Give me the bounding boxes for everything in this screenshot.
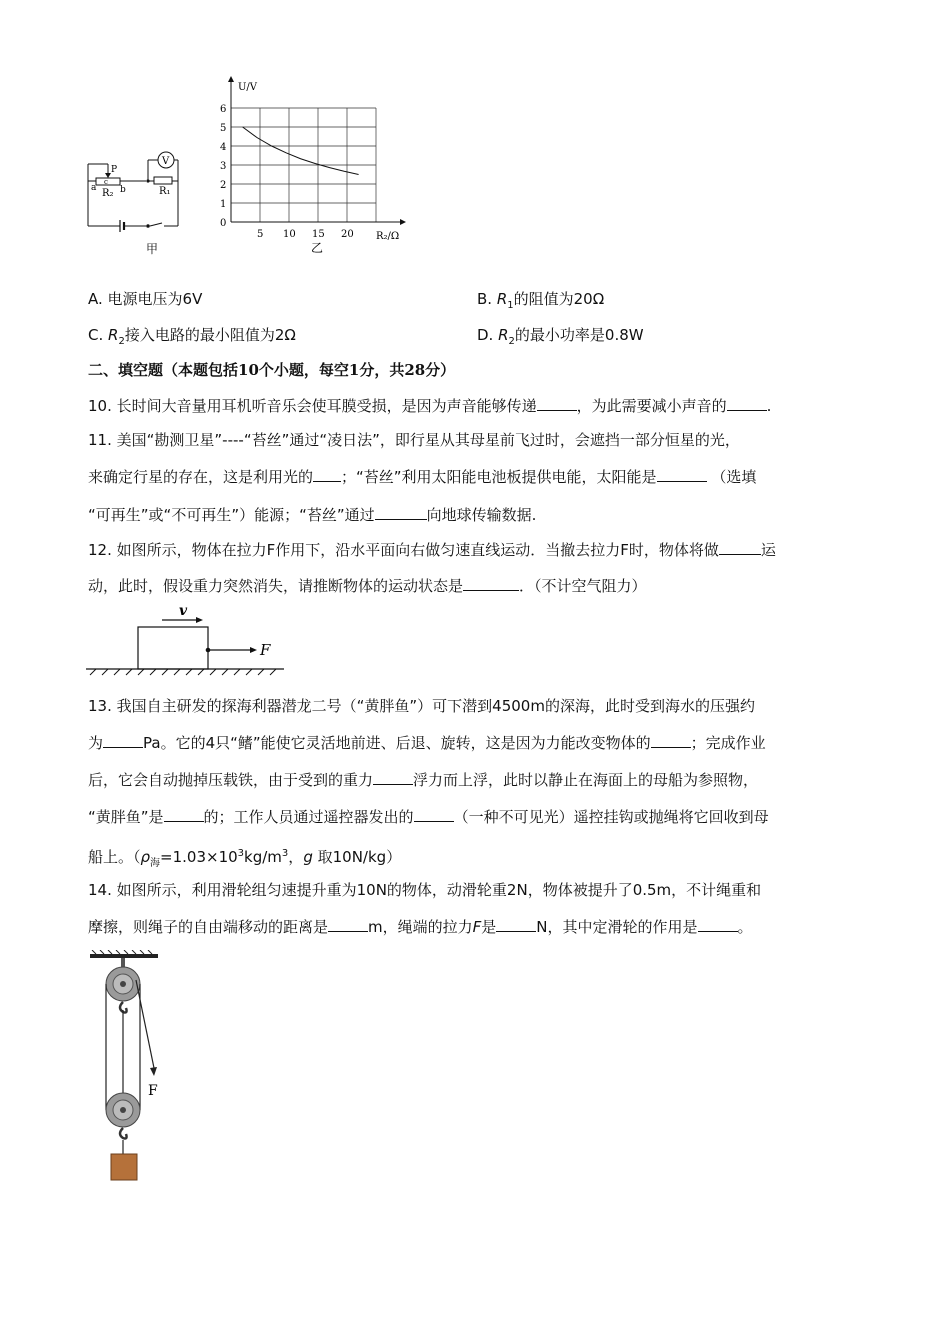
question-11-line1: 11. 美国“勘测卫星”----“苔丝”通过“凌日法”，即行星从其母星前飞过时，会遮挡一部分恒星的光， [88,431,740,449]
question-10: 10. 长时间大音量用耳机听音乐会使耳膜受损，是因为声音能够传递 ，为此需要减小声音的 . [88,397,772,415]
y-tick-label: 3 [220,161,227,172]
y-tick-label: 2 [220,180,227,191]
label-p: P [111,165,118,175]
label-c: c [104,178,108,186]
x-tick-label: 10 [283,229,296,240]
question-13-line3: 后，它会自动抛掉压载铁，由于受到的重力 浮力而上浮，此时以静止在海面上的母船为参照物， [88,771,759,789]
option-a: A. 电源电压为6V [88,290,203,308]
u-r2-chart [200,74,410,254]
pull-force-label: F [148,1083,158,1099]
question-14-line1: 14. 如图所示，利用滑轮组匀速提升重为10N的物体，动滑轮重2N，物体被提升了0.5m，不计绳重和 [88,881,762,899]
question-13-line5: 船上。（$\rho_海=1.03\times 10^3kg/m^3$，g 取10N/kg） [88,848,402,869]
label-b: b [120,185,126,195]
section-heading: 二、填空题（本题包括10个小题，每空1分，共28分） [88,361,456,379]
option-d: D. $R_2$的最小功率是0.8W [477,326,644,347]
question-13-line2: 为 Pa。它的4只“鳍”能使它灵活地前进、后退、旋转，这是因为力能改变物体的 ；完成作业 [88,734,766,752]
option-b: B. $R_1$的阻值为20Ω [477,290,605,311]
pulley-system-diagram [88,950,178,1185]
y-tick-label: 6 [220,104,227,115]
circuit-diagram [82,146,194,258]
label-a: a [91,183,97,193]
question-12-line2: 动，此时，假设重力突然消失，请推断物体的运动状态是 ．（不计空气阻力） [88,577,647,595]
question-14-line2: 摩擦，则绳子的自由端移动的距离是 m，绳端的拉力F是 N，其中定滑轮的作用是 。 [88,918,753,936]
x-tick-label: 20 [341,229,354,240]
voltmeter-label: V [162,156,170,167]
y-tick-label: 0 [220,218,227,229]
x-axis-label: R₂/Ω [376,231,400,242]
y-tick-label: 5 [220,123,227,134]
y-tick-label: 1 [220,199,227,210]
question-13-line4: “黄胖鱼”是 的；工作人员通过遥控器发出的 （一种不可见光）遥控挂钩或抛绳将它回收到母 [88,808,769,826]
y-axis-label: U/V [238,82,258,93]
question-11-line2: 来确定行星的存在，这是利用光的 ；“苔丝”利用太阳能电池板提供电能，太阳能是 （选填 [88,468,757,486]
x-tick-label: 5 [257,229,264,240]
chart-caption: 乙 [311,241,324,254]
block-on-floor-diagram [86,600,286,680]
label-r1: R₁ [159,186,171,197]
velocity-label: v [179,603,188,619]
x-tick-label: 15 [312,229,325,240]
question-11-line3: “可再生”或“不可再生”）能源；“苔丝”通过 向地球传输数据. [88,506,537,524]
force-label: F [260,641,271,659]
question-13-line1: 13. 我国自主研发的探海利器潜龙二号（“黄胖鱼”）可下潜到4500m的深海，此时受到海水的压强约 [88,697,755,715]
option-c: C. $R_2$接入电路的最小阻值为2Ω [88,326,296,347]
question-12-line1: 12. 如图所示，物体在拉力F作用下，沿水平面向右做匀速直线运动．当撤去拉力F时，物体将做 运 [88,541,776,559]
y-tick-label: 4 [220,142,227,153]
label-r2: R₂ [102,188,114,199]
circuit-caption: 甲 [146,242,159,256]
